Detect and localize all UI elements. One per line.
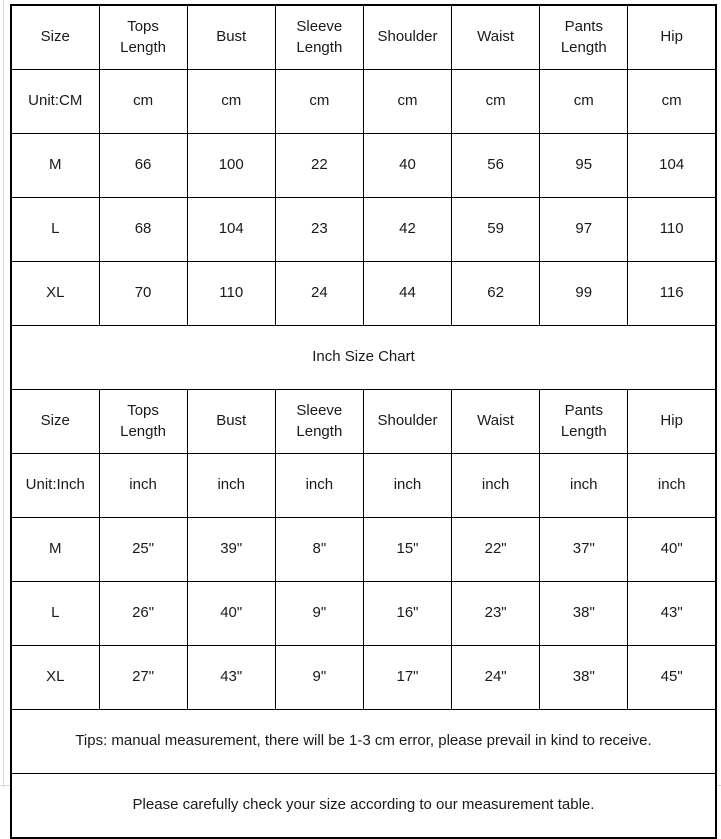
spreadsheet-gridline-vertical [3,0,4,787]
value-cell: 26" [99,582,187,646]
inch-unit-row [11,454,716,518]
unit-cell: inch [628,454,716,518]
header-cell-sleeve-length: Sleeve Length [275,390,363,454]
header-cell-hip: Hip [628,5,716,70]
header-cell-tops-length: Tops Length [99,5,187,70]
header-cell-pants-length: Pants Length [540,390,628,454]
unit-cell: inch [275,454,363,518]
value-cell: 97 [540,198,628,262]
cm-row-m [11,134,716,198]
value-cell: 110 [628,198,716,262]
value-cell: 17" [363,646,451,710]
value-cell: 62 [452,262,540,326]
value-cell: 9" [275,582,363,646]
size-cell: L [11,582,99,646]
value-cell: 27" [99,646,187,710]
value-cell: 68 [99,198,187,262]
value-cell: 45" [628,646,716,710]
inch-row-xl [11,646,716,710]
value-cell: 42 [363,198,451,262]
cm-row-xl [11,262,716,326]
inch-chart-title: Inch Size Chart [11,326,716,390]
header-cell-hip: Hip [628,390,716,454]
value-cell: 95 [540,134,628,198]
header-cell-shoulder: Shoulder [363,390,451,454]
cm-unit-row [11,70,716,134]
unit-cell: inch [363,454,451,518]
inch-title-row [11,326,716,390]
tips-row [11,710,716,774]
inch-row-l [11,582,716,646]
value-cell: 99 [540,262,628,326]
value-cell: 24" [452,646,540,710]
value-cell: 40 [363,134,451,198]
header-cell-waist: Waist [452,5,540,70]
value-cell: 43" [187,646,275,710]
value-cell: 43" [628,582,716,646]
size-chart-table [10,4,717,839]
value-cell: 25" [99,518,187,582]
unit-cell: cm [628,70,716,134]
check-size-row [11,774,716,839]
header-cell-pants-length: Pants Length [540,5,628,70]
cm-header-row [11,5,716,70]
value-cell: 23 [275,198,363,262]
value-cell: 24 [275,262,363,326]
value-cell: 66 [99,134,187,198]
header-cell-tops-length: Tops Length [99,390,187,454]
cm-row-l [11,198,716,262]
value-cell: 104 [187,198,275,262]
unit-cell: cm [540,70,628,134]
size-cell: M [11,518,99,582]
value-cell: 39" [187,518,275,582]
header-cell-waist: Waist [452,390,540,454]
unit-cell: inch [99,454,187,518]
value-cell: 56 [452,134,540,198]
value-cell: 116 [628,262,716,326]
header-cell-size: Size [11,5,99,70]
inch-row-m [11,518,716,582]
value-cell: 37" [540,518,628,582]
value-cell: 40" [628,518,716,582]
unit-cell-label: Unit:CM [11,70,99,134]
value-cell: 40" [187,582,275,646]
value-cell: 100 [187,134,275,198]
unit-cell: cm [452,70,540,134]
tips-note: Tips: manual measurement, there will be 1-3 cm error, please prevail in kind to receive. [11,710,716,774]
header-cell-shoulder: Shoulder [363,5,451,70]
size-cell: XL [11,646,99,710]
unit-cell: cm [363,70,451,134]
unit-cell: inch [452,454,540,518]
unit-cell: cm [99,70,187,134]
value-cell: 70 [99,262,187,326]
size-cell: M [11,134,99,198]
value-cell: 9" [275,646,363,710]
size-cell: L [11,198,99,262]
check-size-note: Please carefully check your size according to our measurement table. [11,774,716,839]
value-cell: 59 [452,198,540,262]
value-cell: 8" [275,518,363,582]
value-cell: 38" [540,646,628,710]
unit-cell-label: Unit:Inch [11,454,99,518]
value-cell: 15" [363,518,451,582]
value-cell: 22 [275,134,363,198]
unit-cell: inch [540,454,628,518]
value-cell: 16" [363,582,451,646]
unit-cell: inch [187,454,275,518]
header-cell-bust: Bust [187,390,275,454]
value-cell: 38" [540,582,628,646]
header-cell-size: Size [11,390,99,454]
header-cell-bust: Bust [187,5,275,70]
size-cell: XL [11,262,99,326]
value-cell: 23" [452,582,540,646]
inch-header-row [11,390,716,454]
unit-cell: cm [187,70,275,134]
value-cell: 104 [628,134,716,198]
value-cell: 110 [187,262,275,326]
value-cell: 44 [363,262,451,326]
unit-cell: cm [275,70,363,134]
header-cell-sleeve-length: Sleeve Length [275,5,363,70]
value-cell: 22" [452,518,540,582]
